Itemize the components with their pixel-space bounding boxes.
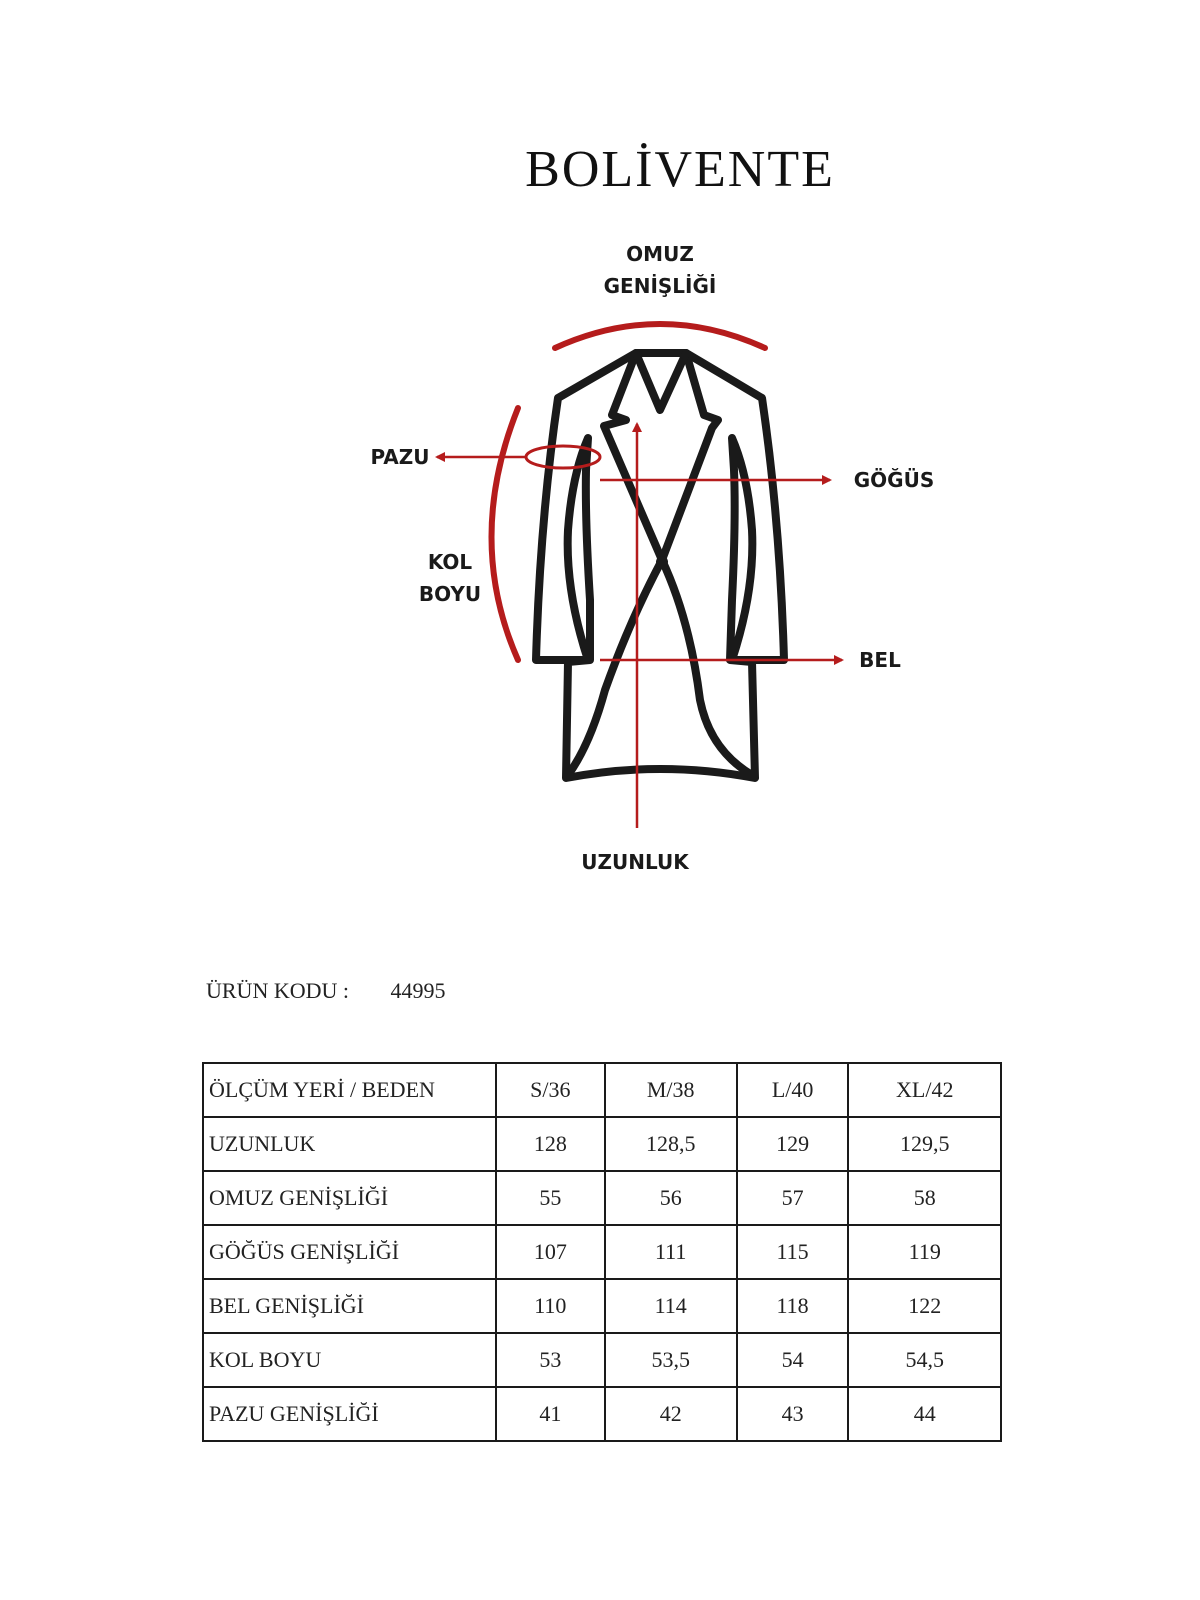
- table-cell: 107: [496, 1225, 605, 1279]
- table-cell: 111: [605, 1225, 737, 1279]
- shoulder-label-line-1: OMUZ: [626, 242, 694, 266]
- table-row: [203, 1225, 1001, 1279]
- header-cell: S/36: [496, 1063, 605, 1117]
- header-cell: ÖLÇÜM YERİ / BEDEN: [203, 1063, 496, 1117]
- table-cell: 42: [605, 1387, 737, 1441]
- table-cell: 54: [737, 1333, 849, 1387]
- row-label: PAZU GENİŞLİĞİ: [203, 1387, 496, 1441]
- header-cell: L/40: [737, 1063, 849, 1117]
- header-cell: M/38: [605, 1063, 737, 1117]
- size-chart-table: [202, 1062, 1002, 1442]
- row-label: OMUZ GENİŞLİĞİ: [203, 1171, 496, 1225]
- shoulder-measure-arc: [555, 324, 765, 348]
- table-row: [203, 1279, 1001, 1333]
- row-label: UZUNLUK: [203, 1117, 496, 1171]
- table-cell: 57: [737, 1171, 849, 1225]
- table-row: [203, 1387, 1001, 1441]
- row-label: BEL GENİŞLİĞİ: [203, 1279, 496, 1333]
- table-cell: 43: [737, 1387, 849, 1441]
- length-label: UZUNLUK: [581, 850, 689, 874]
- sleeve-measure-arc: [492, 408, 519, 660]
- table-cell: 44: [848, 1387, 1001, 1441]
- table-cell: 122: [848, 1279, 1001, 1333]
- table-cell: 54,5: [848, 1333, 1001, 1387]
- table-cell: 118: [737, 1279, 849, 1333]
- table-cell: 128,5: [605, 1117, 737, 1171]
- bicep-label: PAZU: [370, 445, 430, 469]
- header-cell: XL/42: [848, 1063, 1001, 1117]
- coat-button: [656, 556, 668, 568]
- table-cell: 129: [737, 1117, 849, 1171]
- table-cell: 128: [496, 1117, 605, 1171]
- sleeve-label-line-2: BOYU: [418, 582, 482, 606]
- waist-label: BEL: [859, 648, 901, 672]
- table-cell: 55: [496, 1171, 605, 1225]
- table-row: [203, 1333, 1001, 1387]
- table-cell: 53: [496, 1333, 605, 1387]
- chest-label: GÖĞÜS: [853, 468, 935, 492]
- table-cell: 115: [737, 1225, 849, 1279]
- table-row: [203, 1171, 1001, 1225]
- table-header-row: [203, 1063, 1001, 1117]
- table-cell: 53,5: [605, 1333, 737, 1387]
- table-cell: 56: [605, 1171, 737, 1225]
- product-code-value: 44995: [390, 978, 446, 1003]
- table-cell: 41: [496, 1387, 605, 1441]
- sleeve-label-line-1: KOL: [427, 550, 473, 574]
- table-cell: 58: [848, 1171, 1001, 1225]
- table-cell: 129,5: [848, 1117, 1001, 1171]
- product-code-label: ÜRÜN KODU :: [206, 978, 349, 1003]
- table-cell: 119: [848, 1225, 1001, 1279]
- sleeve-label: [405, 546, 495, 610]
- table-row: [203, 1117, 1001, 1171]
- brand-logo: BOLİVENTE: [525, 141, 835, 198]
- shoulder-label-line-2: GENİŞLİĞİ: [603, 274, 717, 298]
- product-code: [206, 978, 446, 1004]
- row-label: GÖĞÜS GENİŞLİĞİ: [203, 1225, 496, 1279]
- table-cell: 110: [496, 1279, 605, 1333]
- shoulder-label: [560, 238, 760, 302]
- row-label: KOL BOYU: [203, 1333, 496, 1387]
- table-cell: 114: [605, 1279, 737, 1333]
